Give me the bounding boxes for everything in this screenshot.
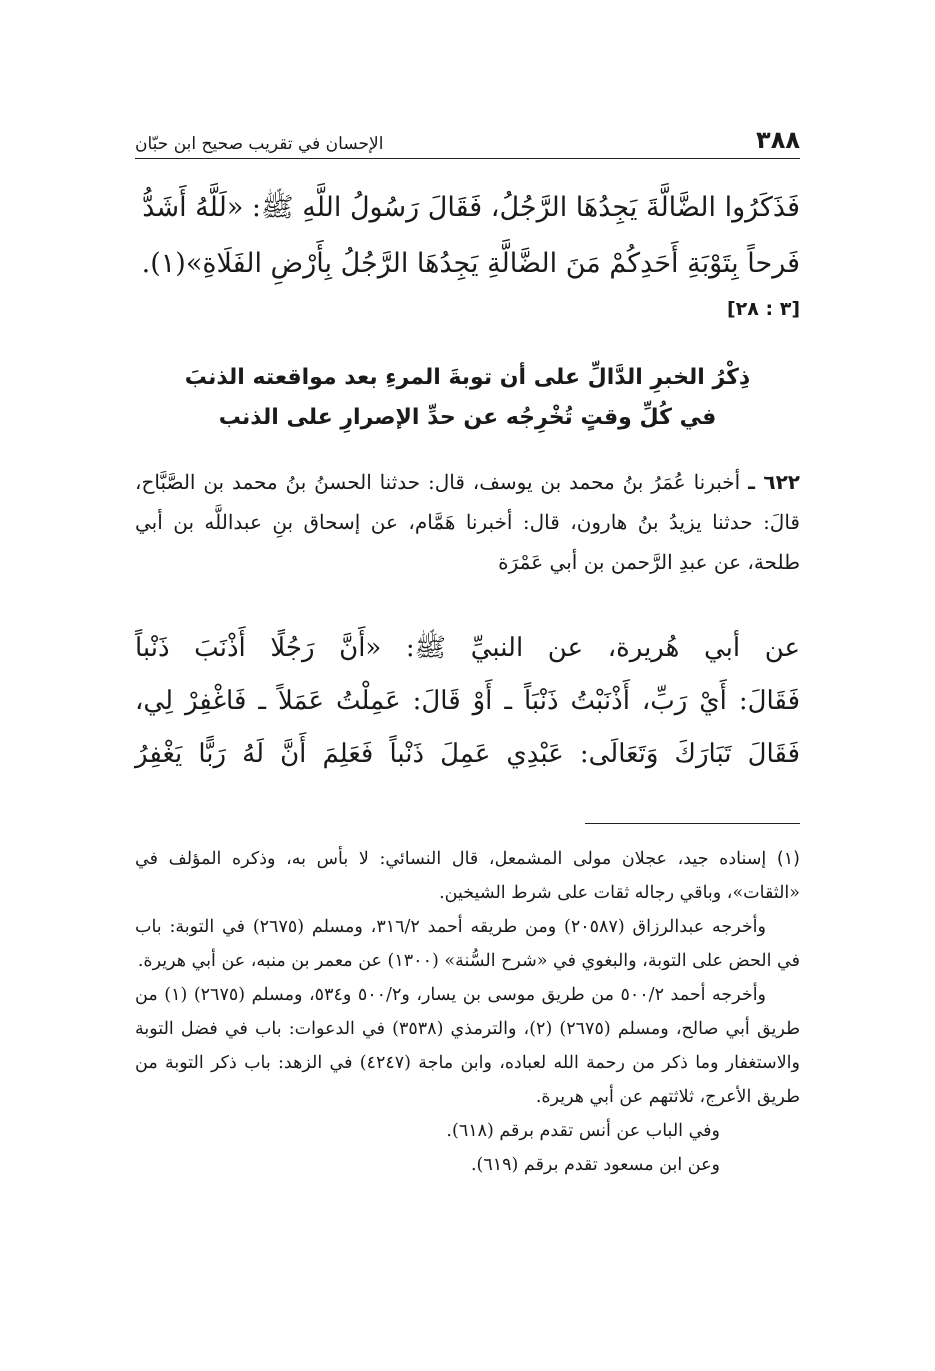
footnote-paragraph-5: وعن ابن مسعود تقدم برقم (٦١٩).	[470, 1155, 720, 1175]
matn-line-1: عن أبي هُريرة، عن النبيِّ ﷺ: «أَنَّ رَجُلًا أَذْنَبَ ذَنْباً	[135, 633, 800, 663]
chapter-heading-line-2: في كُلِّ وقتٍ تُخْرِجُه عن حدِّ الإصرارِ على الذنب	[218, 405, 717, 430]
footnote-divider	[585, 823, 800, 824]
footnote-1-label: (١)	[776, 849, 800, 869]
footnote-1	[135, 842, 800, 910]
page-header	[135, 118, 800, 159]
running-title: الإحسان في تقريب صحيح ابن حبّان	[135, 134, 384, 154]
matn-line-2: فَقَالَ: أَيْ رَبِّ، أَذْنَبْتُ ذَنْبَاً ـ أَوْ قَالَ: عَمِلْتُ عَمَلاً ـ فَاغْفِرْ لِي،	[135, 686, 800, 716]
footnote-paragraph-4: وفي الباب عن أنس تقدم برقم (٦١٨).	[446, 1121, 720, 1141]
footnotes	[135, 842, 800, 1182]
hadith-number: ٦٢٢ ـ	[748, 470, 800, 494]
chapter-heading	[135, 358, 800, 438]
hadith-isnad	[135, 462, 800, 582]
matn-line-3: فَقَالَ تَبَارَكَ وَتَعَالَى: عَبْدِي عَمِلَ ذَنْباً فَعَلِمَ أَنَّ لَهُ رَبًّا يَغْفِرُ	[135, 739, 800, 769]
footnote-paragraph-2: وأخرجه عبدالرزاق (٢٠٥٨٧) ومن طريقه أحمد ٣١٦/٢، ومسلم (٢٦٧٥) في التوبة: باب في الحض على التوبة، والبغوي في «شرح السُّنة» (١٣٠٠) عن معمر بن منبه، عن أبي هريرة.	[135, 917, 800, 971]
footnote-paragraph-3: وأخرجه أحمد ٥٠٠/٢ من طريق موسى بن يسار، و٥٠٠/٢ و٥٣٤، ومسلم (٢٦٧٥) (١) من طريق أبي صالح، ومسلم (٢٦٧٥) (٢)، والترمذي (٣٥٣٨) في الدعوات: باب في فضل التوبة والاستغفار وما ذكر من رحمة الله لعباده، وابن ماجة (٤٢٤٧) في الزهد: باب ذكر التوبة من طريق الأعرج، ثلاثتهم عن أبي هريرة.	[135, 985, 800, 1107]
previous-hadith-line-2: فَرحاً بِتَوْبَةِ أَحَدِكُمْ مَنَ الضَّالَّةِ يَجِدُهَا الرَّجُلُ بِأَرْضِ الفَلَاةِ»(١).	[141, 248, 800, 279]
previous-hadith-line-1: فَذَكَرُوا الضَّالَّةَ يَجِدُهَا الرَّجُلُ، فَقَالَ رَسُولُ اللَّهِ ﷺ: «لَلَّهُ أَشَدُّ	[142, 192, 800, 223]
hadith-reference: [٣ : ٢٨]	[726, 298, 800, 320]
isnad-text: أخبرنا عُمَرُ بنُ محمد بن يوسف، قال: حدثنا الحسنُ بنُ محمد بن الصَّبَّاح، قالَ: حدثنا يزيدُ بنُ هارون، قال: أخبرنا هَمَّام، عن إسحاق بنِ عبداللَّه بن أبي طلحة، عن عبدِ الرَّحمن بن أبي عَمْرَة	[135, 470, 800, 574]
page-number: ٣٨٨	[756, 126, 800, 154]
hadith-matn	[135, 622, 800, 781]
footnote-1-text: إسناده جيد، عجلان مولى المشمعل، قال النسائي: لا بأس به، وذكره المؤلف في «الثقات»، وباقي رجاله ثقات على شرط الشيخين.	[135, 849, 800, 903]
previous-hadith-ending	[135, 180, 800, 292]
chapter-heading-line-1: ذِكْرُ الخبرِ الدَّالِّ على أن توبةَ المرءِ بعد مواقعته الذنبَ	[184, 365, 751, 390]
